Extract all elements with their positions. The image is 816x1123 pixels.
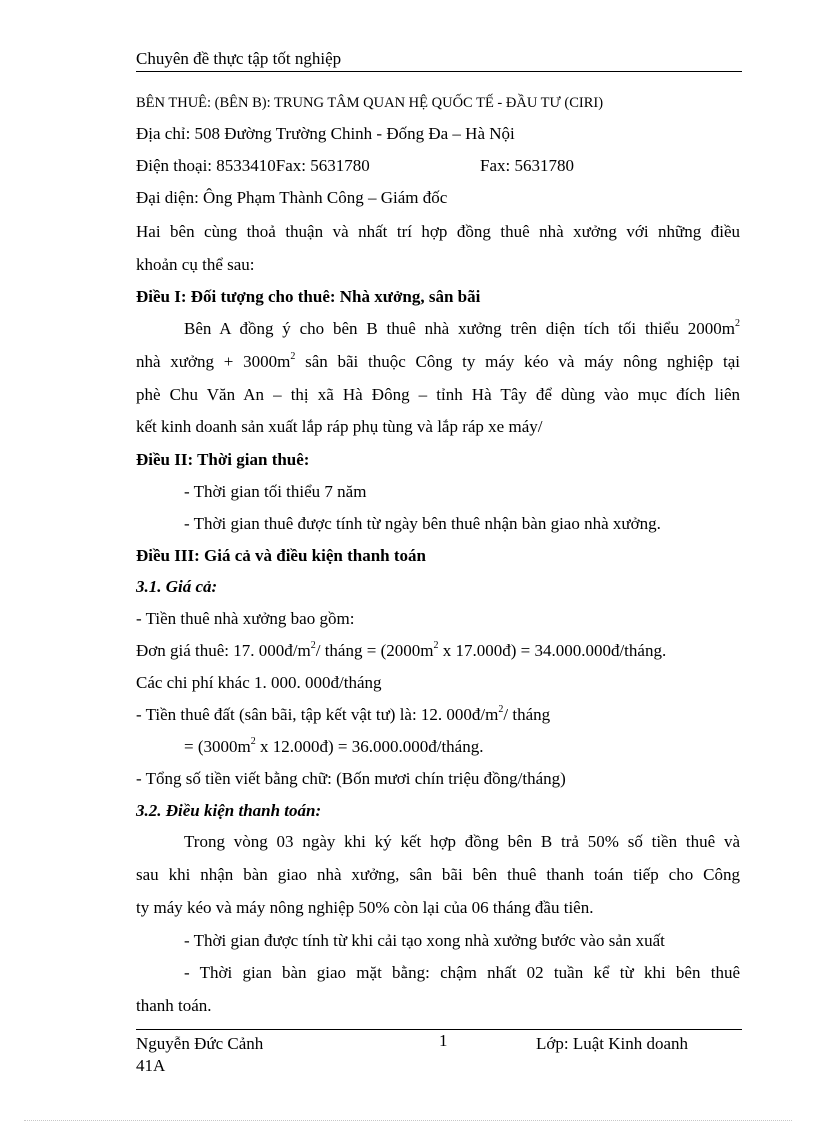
footer-page-number: 1 (439, 1031, 448, 1050)
agreement-line-1: Hai bên cùng thoả thuận và nhất trí hợp đồng thuê nhà xưởng với những điều (136, 222, 740, 241)
article-1-para-line-1: Bên A đồng ý cho bên B thuê nhà xưởng trên diện tích tối thiểu $2000m^2$ (184, 318, 740, 338)
article-3-title: Điều III: Giá cả và điều kiện thanh toán (136, 546, 426, 565)
payment-line-1: Trong vòng 03 ngày khi ký kết hợp đồng bên B trả 50% số tiền thuê và (184, 832, 740, 851)
payment-line-4: - Thời gian được tính từ khi cải tạo xong nhà xưởng bước vào sản xuất (184, 931, 665, 950)
superscript: 2 (310, 640, 316, 651)
article-2-item-2: - Thời gian thuê được tính từ ngày bên thuê nhận bàn giao nhà xưởng. (184, 514, 661, 533)
article-2-title: Điều II: Thời gian thuê: (136, 450, 310, 469)
payment-line-6: thanh toán. (136, 996, 212, 1015)
superscript: 2 (433, 640, 439, 651)
page-bottom-dotted-edge (24, 1120, 792, 1121)
agreement-line-2: khoản cụ thể sau: (136, 255, 255, 274)
payment-line-3: ty máy kéo và máy nông nghiệp 50% còn lại của 06 tháng đầu tiên. (136, 898, 594, 917)
fax-line: Fax: 5631780 (480, 156, 574, 175)
lessee-line: BÊN THUÊ: (BÊN B): TRUNG TÂM QUAN HỆ QUỐC TẾ - ĐẦU TƯ (CIRI) (136, 95, 604, 111)
article-1-para-line-2: nhà xưởng + $3000m^2$ sân bãi thuộc Công ty máy kéo và máy nông nghiệp tại (136, 351, 741, 371)
header-title: Chuyên đề thực tập tốt nghiệp (136, 49, 342, 68)
section-3-2-title: 3.2. Điều kiện thanh toán: (136, 801, 322, 820)
unit-price-line: Đơn giá thuê: 17. $000đ/m^2/$ tháng = ($2000m^2$ x 17.000đ) = 34.000.000đ/tháng. (136, 640, 667, 660)
superscript: 2 (250, 736, 256, 747)
land-rent-calc-line: = ($3000m^2$ x 12.000đ) = 36.000.000đ/tháng. (184, 736, 484, 756)
article-1-para-line-3: phè Chu Văn An – thị xã Hà Đông – tỉnh Hà Tây để dùng vào mục đích liên (136, 385, 740, 404)
rent-items-line: - Tiền thuê nhà xưởng bao gồm: (136, 609, 355, 628)
other-costs-line: Các chi phí khác 1. 000. 000đ/tháng (136, 673, 382, 692)
superscript: 2 (735, 318, 740, 329)
article-2-item-1: - Thời gian tối thiểu 7 năm (184, 482, 367, 501)
footer-class-name: Lớp: Luật Kinh doanh (536, 1034, 689, 1053)
payment-line-5: - Thời gian bàn giao mặt bằng: chậm nhất 02 tuần kể từ khi bên thuê (184, 963, 740, 982)
land-rent-line: - Tiền thuê đất (sân bãi, tập kết vật tư) là: 12. $000đ/m^2/$ tháng (136, 704, 551, 724)
representative-line: Đại diện: Ông Phạm Thành Công – Giám đốc (136, 188, 448, 207)
footer-class-code: 41A (136, 1056, 166, 1075)
superscript: 2 (290, 351, 296, 362)
total-words-line: - Tổng số tiền viết bằng chữ: (Bốn mươi chín triệu đồng/tháng) (136, 769, 566, 788)
article-1-para-line-4: kết kinh doanh sản xuất lắp ráp phụ tùng và lắp ráp xe máy/ (136, 417, 543, 436)
section-3-1-title: 3.1. Giá cả: (136, 577, 218, 596)
footer-author: Nguyễn Đức Cảnh (136, 1034, 264, 1053)
payment-line-2: sau khi nhận bàn giao nhà xưởng, sân bãi bên thuê thanh toán tiếp cho Công (136, 865, 740, 884)
phone-line: Điện thoại: 8533410Fax: 5631780 (136, 156, 370, 175)
page-header (136, 48, 742, 72)
address-line: Địa chỉ: 508 Đường Trường Chinh - Đống Đa – Hà Nội (136, 124, 515, 143)
superscript: 2 (498, 704, 504, 715)
article-1-title: Điều I: Đối tượng cho thuê: Nhà xưởng, sân bãi (136, 287, 481, 306)
